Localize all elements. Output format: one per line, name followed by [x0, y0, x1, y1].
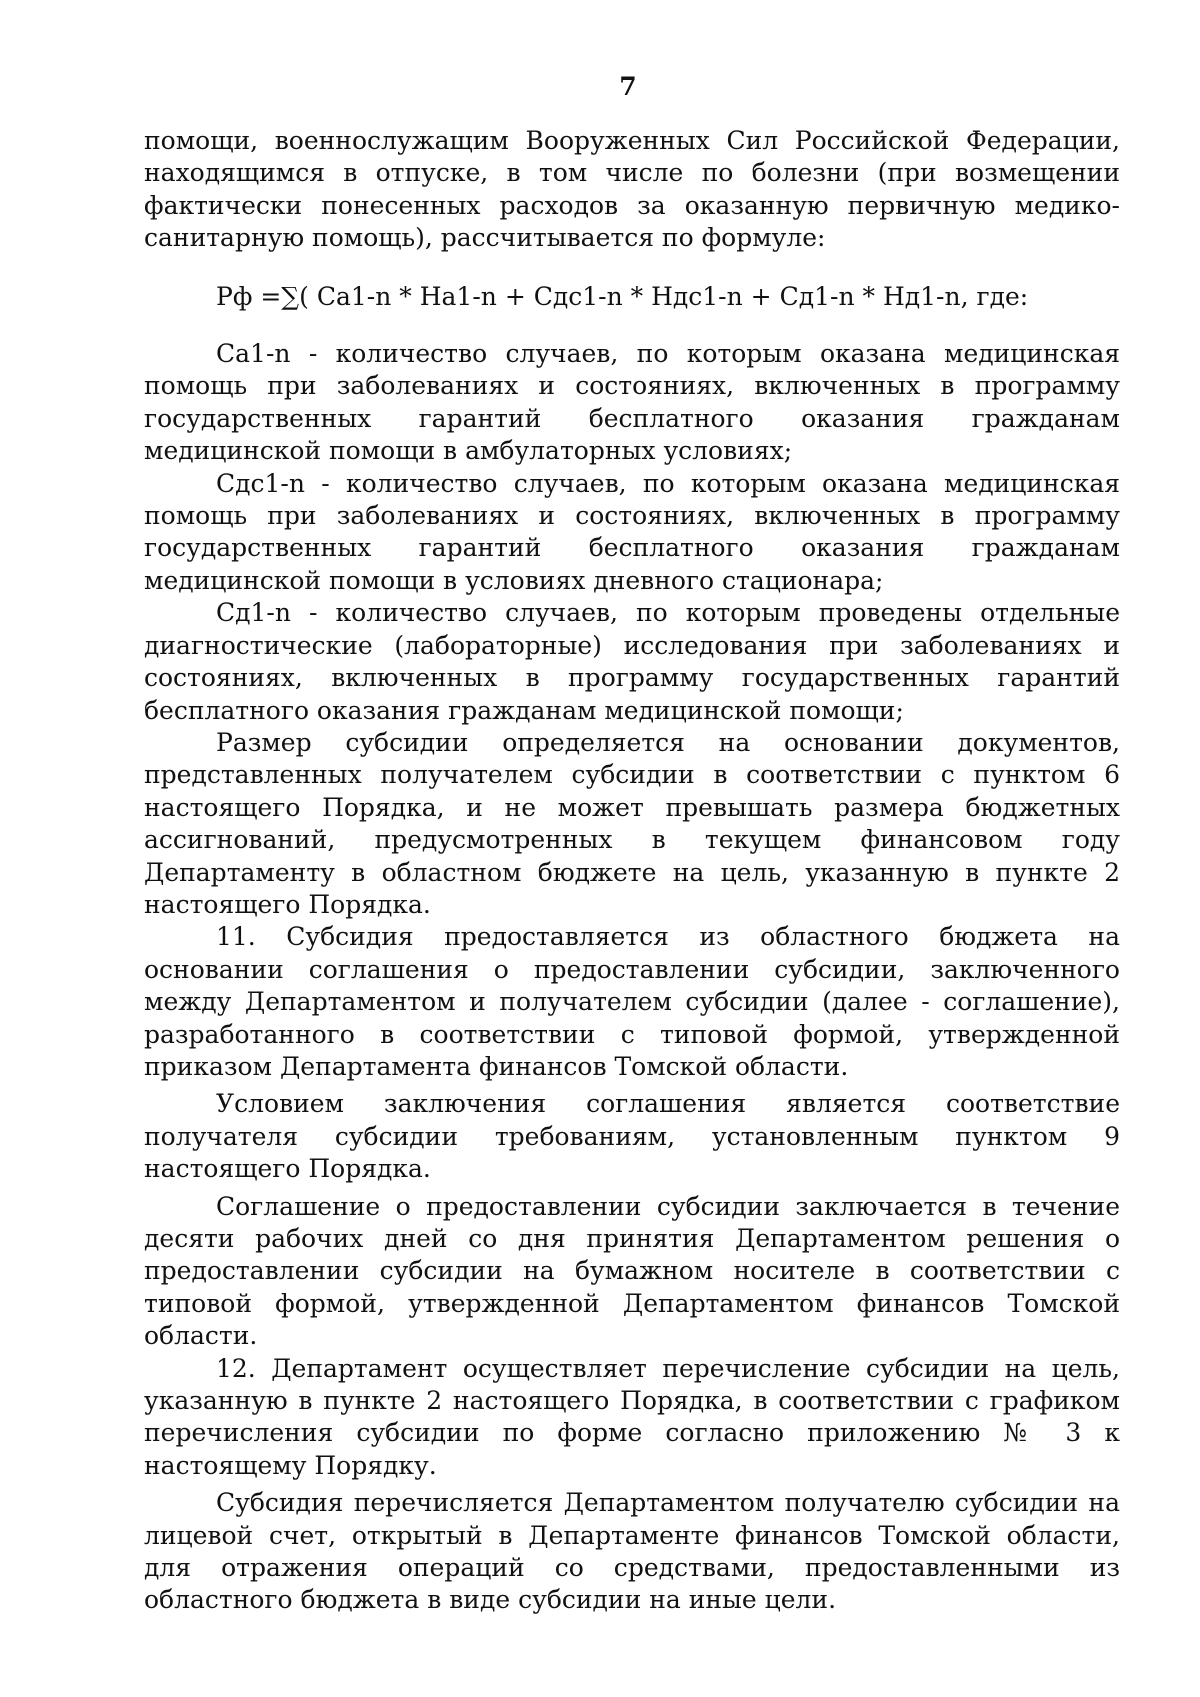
paragraph-agreement-term: Соглашение о предоставлении субсидии заключается в течение десяти рабочих дней со дня принятия Департаментом решения о предоставлении субсидии на бумажном носителе в соответствии с типовой формой, утвержденной Департаментом финансов Томской области. [144, 1191, 1120, 1351]
paragraph-subsidy-size: Размер субсидии определяется на основании документов, представленных получателем субсидии в соответствии с пунктом 6 настоящего Порядка, и не может превышать размера бюджетных ассигнований, предусмотренных в текущем финансовом году Департаменту в областном бюджете на цель, указанную в пункте 2 настоящего Порядка. [144, 727, 1120, 919]
paragraph-cd-definition: Сд1-n - количество случаев, по которым проведены отдельные диагностические (лабораторные) исследования при заболеваниях и состояниях, включенных в программу государственных гарантий бесплатного оказания гражданам медицинской помощи; [144, 598, 1120, 725]
paragraph-agreement-condition: Условием заключения соглашения является соответствие получателя субсидии требованиям, установленным пунктом 9 настоящего Порядка. [144, 1089, 1120, 1184]
paragraph-cdc-definition: Сдс1-n - количество случаев, по которым оказана медицинская помощь при заболеваниях и состояниях, включенных в программу государственных гарантий бесплатного оказания гражданам медицинской помощи в условиях дневного стационара; [144, 468, 1120, 595]
page-number: 7 [619, 72, 637, 101]
paragraph-continuation: помощи, военнослужащим Вооруженных Сил Российской Федерации, находящимся в отпуске, в том числе по болезни (при возмещении фактически понесенных расходов за оказанную первичную медико-санитарную помощь), рассчитывается по формуле: [144, 126, 1120, 253]
document-body [144, 125, 1120, 1617]
paragraph-item-12: 12. Департамент осуществляет перечисление субсидии на цель, указанную в пункте 2 настоящего Порядка, в соответствии с графиком перечисления субсидии по форме согласно приложению № 3 к настоящему Порядку. [144, 1353, 1120, 1480]
formula: Рф =∑( Са1-n * На1-n + Сдс1-n * Ндс1-n + Сд1-n * Нд1-n, где: [216, 281, 1029, 311]
paragraph-item-11: 11. Субсидия предоставляется из областного бюджета на основании соглашения о предоставлении субсидии, заключенного между Департаментом и получателем субсидии (далее - соглашение), разработанного в соответствии с типовой формой, утвержденной приказом Департамента финансов Томской области. [144, 922, 1120, 1081]
paragraph-ca-definition: Са1-n - количество случаев, по которым оказана медицинская помощь при заболеваниях и состояниях, включенных в программу государственных гарантий бесплатного оказания гражданам медицинской помощи в амбулаторных условиях; [144, 339, 1120, 466]
paragraph-transfer-account: Субсидия перечисляется Департаментом получателю субсидии на лицевой счет, открытый в Департаменте финансов Томской области, для отражения операций со средствами, предоставленными из областного бюджета в виде субсидии на иные цели. [144, 1488, 1120, 1615]
